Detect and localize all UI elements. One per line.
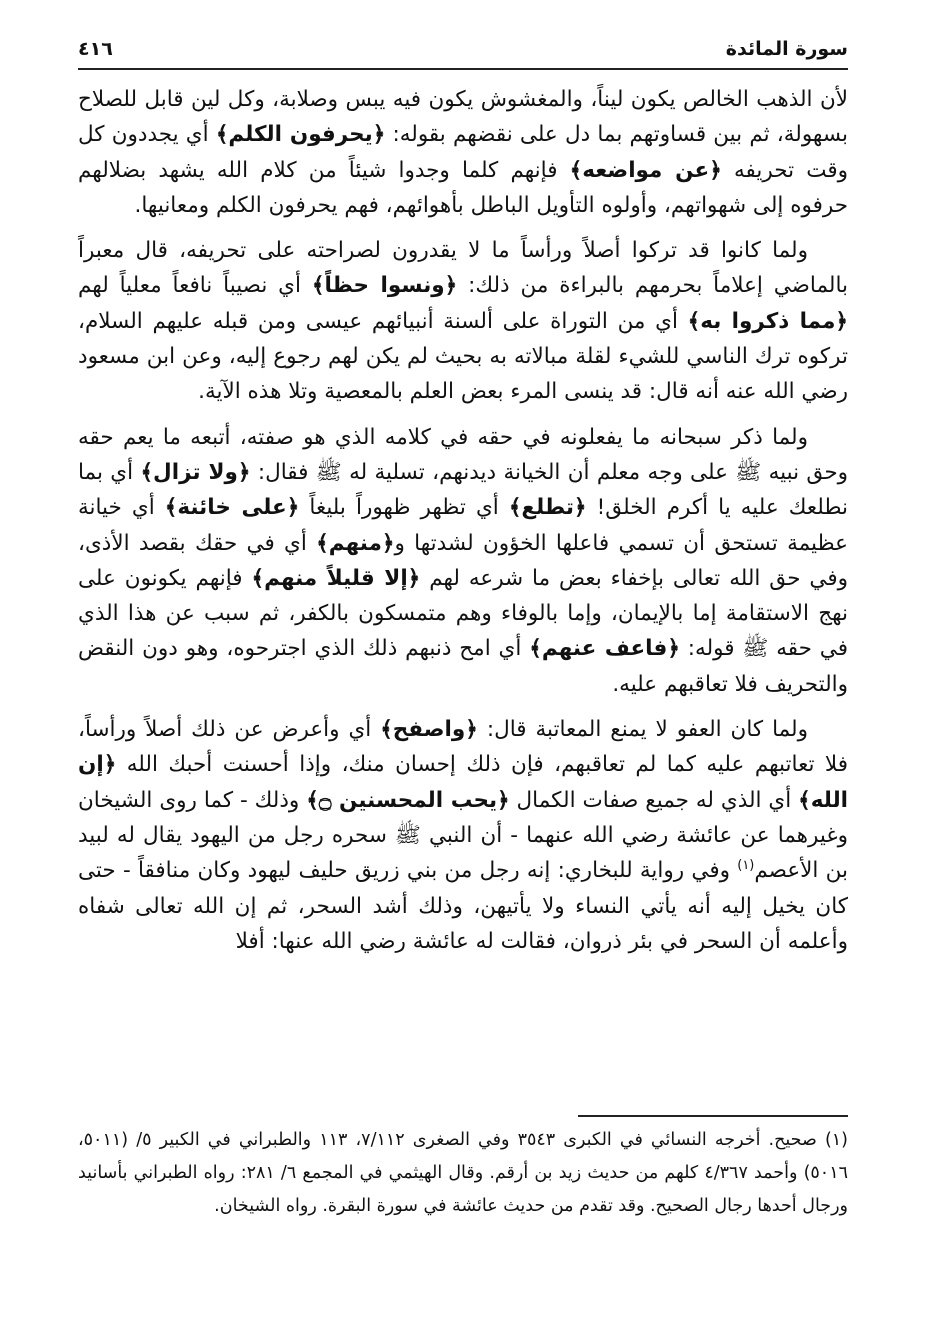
quran-quote: ﴿على خائنة﴾ (164, 495, 300, 521)
footnote-reference: (١) (737, 858, 755, 874)
quran-quote: ﴿منهم﴾ (316, 530, 395, 556)
paragraph-4 (78, 712, 848, 959)
surah-title: سورة المائدة (725, 38, 848, 60)
text-run: فإنهم كلما وجدوا شيئاً من كلام الله يشهد بضلالهم حرفوه إلى شهواتهم، وأولوه التأويل الباطل بأهوائهم، فهم يحرفون الكلم ومعانيها. (78, 157, 848, 218)
text-run: أي في حقك بقصد الأذى، وفي حق الله تعالى بإخفاء بعض ما شرعه لهم (78, 530, 848, 591)
text-run: وذلك - كما روى الشيخان وغيرهما عن عائشة رضي الله عنهما - أن النبي ﷺ سحره رجل من اليهود يقال له لبيد بن الأعصم (78, 787, 848, 884)
footnote-divider (578, 1115, 848, 1117)
text-run: أي من التوراة على ألسنة أنبيائهم عيسى ومن قبله عليهم السلام، تركوه ترك الناسي للشيء لقلة مبالاته به بحيث لم يكن لهم رجوع إليه، وعن ابن مسعود رضي الله عنه أنه قال: قد ينسى المرء بعض العلم بالمعصية وتلا هذه الآية. (78, 308, 848, 405)
quran-quote: ﴿يحرفون الكلم﴾ (215, 122, 386, 148)
text-run: أي تظهر ظهوراً بليغاً (299, 495, 509, 521)
text-run: وفي رواية للبخاري: إنه رجل من بني زريق حليف ليهود وكان منافقاً - حتى كان يخيل إليه أنه يأتي النساء ولا يأتيهن، وذلك أشد السحر، ثم إن الله تعالى شفاه وأعلمه أن السحر في بئر ذروان، فقالت له عائشة رضي الله عنها: أفلا (78, 858, 848, 954)
text-run: أي نصيباً نافعاً معلياً لهم (78, 273, 312, 299)
text-run: ولما كان العفو لا يمنع المعاتبة قال: (477, 717, 808, 743)
text-run: أي بما نطلعك عليه يا أكرم الخلق! (78, 459, 848, 521)
text-run: لأن الذهب الخالص يكون ليناً، والمغشوش يكون فيه يبس وصلابة، وكل لين قابل للصلاح بسهولة، ثم بين قساوتهم بما دل على نقضهم بقوله: (78, 87, 849, 148)
quran-quote: ﴿إلا قليلاً منهم﴾ (251, 565, 421, 591)
text-run: فإنهم يكونون على نهج الاستقامة إما بالإيمان، وإما بالوفاء وهم متمسكون بالكفر، ثم سبب عن هذا الذي في حقه ﷺ قوله: (78, 565, 849, 662)
paragraph-2 (78, 233, 848, 409)
text-run: أي وأعرض عن ذلك أصلاً ورأساً، فلا تعاتبهم عليه كما لم تعاقبهم، فإن ذلك إحسان منك، وإذا أحسنت أحبك الله (78, 717, 848, 778)
page-header (78, 38, 848, 70)
quran-quote: ﴿مما ذكروا به﴾ (687, 308, 848, 334)
footnote-number: (١) (824, 1130, 848, 1150)
text-run: ولما ذكر سبحانه ما يفعلونه في حقه في كلامه الذي هو صفته، أتبعه ما يعم حقه وحق نبيه ﷺ على وجه معلم أن الخيانة ديدنهم، تسلية له ﷺ فقال: (78, 424, 849, 485)
footnote (78, 1124, 848, 1223)
quran-quote: ﴿عن مواضعه﴾ (569, 157, 722, 183)
paragraph-1 (78, 82, 848, 223)
text-run: أي خيانة عظيمة تستحق أن تسمي فاعلها الخؤون لشدتها و (78, 495, 849, 556)
quran-quote: ﴿تطلع﴾ (508, 495, 587, 521)
page-number: ٤١٦ (78, 38, 113, 60)
text-run: أي امح ذنبهم ذلك الذي اجترحوه، وهو دون النقض والتحريف فلا تعاقبهم عليه. (78, 636, 848, 697)
paragraph-3 (78, 420, 848, 702)
footnote-text: صحيح. أخرجه النسائي في الكبرى ٣٥٤٣ وفي الصغرى ٧/١١٢، ١١٣ والطبراني في الكبير ٥/ (٥٠١١، ٥٠١٦) وأحمد ٤/٣٦٧ كلهم من حديث زيد بن أرقم. وقال الهيثمي في المجمع ٦/ ٢٨١: رواه الطبراني بأسانيد ورجال أحدها رجال الصحيح. وقد تقدم من حديث عائشة في سورة البقرة. رواه الشيخان. (78, 1130, 849, 1216)
text-run: أي يجددون كل وقت تحريفه (78, 122, 848, 183)
quran-quote: ﴿ونسوا حظاً﴾ (311, 273, 458, 299)
text-run: أي الذي له جميع صفات الكمال (509, 787, 799, 813)
quran-quote: ﴿فاعف عنهم﴾ (529, 636, 680, 662)
quran-quote: ﴿إن الله﴾ (78, 752, 849, 813)
text-run: ولما كانوا قد تركوا أصلاً ورأساً ما لا يقدرون لصراحته على تحريفه، قال معبراً بالماضي إعلاماً بحرمهم بالبراءة من ذلك: (78, 238, 848, 299)
quran-quote: ﴿يحب المحسنين ۝﴾ (306, 787, 510, 813)
main-text (78, 82, 848, 969)
quran-quote: ﴿واصفح﴾ (380, 717, 478, 743)
quran-quote: ﴿ولا تزال﴾ (140, 459, 251, 485)
